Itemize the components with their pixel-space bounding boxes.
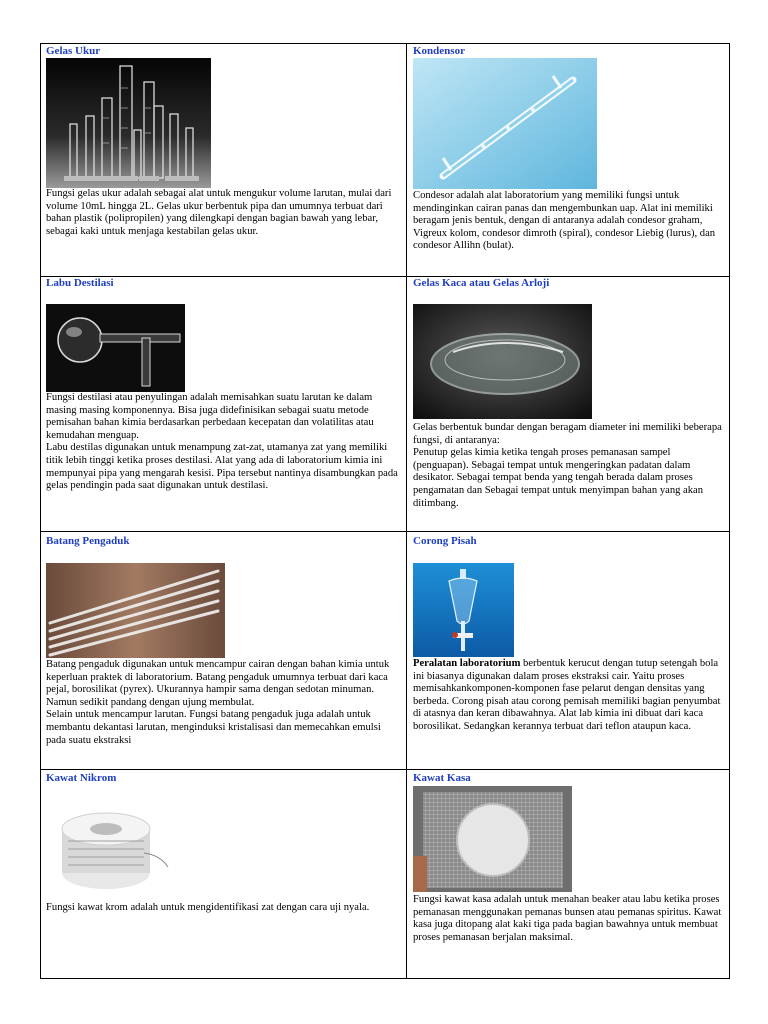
bold-lead: Peralatan laboratorium [413, 658, 521, 669]
cell-title: Batang Pengaduk [46, 535, 130, 547]
cell-title: Gelas Ukur [46, 45, 101, 57]
cell-description [46, 392, 398, 493]
row-divider [40, 276, 730, 277]
row-divider [40, 769, 730, 770]
cell-title: Labu Destilasi [46, 277, 114, 289]
row-divider [40, 531, 730, 532]
graduated-cylinder-photo [46, 58, 211, 188]
cell-description [46, 188, 398, 238]
description-paragraph: Fungsi gelas ukur adalah sebagai alat untuk mengukur volume larutan, mulai dari volume 10mL hingga 2L. Gelas ukur berbentuk pipa dan umumnya terbuat dari bahan plastik (polipropilen) yang dilengkapi dengan bagian bawah yang lebar, sebagai kaki untuk menjaga kestabilan gelas ukur. [46, 188, 392, 237]
cell-title: Kawat Nikrom [46, 772, 117, 784]
watch-glass-photo [413, 304, 592, 419]
description-paragraph: Fungsi kawat krom adalah untuk mengidentifikasi zat dengan cara uji nyala. [46, 902, 370, 913]
description-paragraph: Selain untuk mencampur larutan. Fungsi batang pengaduk juga adalah untuk membantu dekantasi larutan, menginduksi kristalisasi dan memecahkan emulsi pada suatu ekstraksi [46, 709, 381, 746]
cell-description [46, 659, 402, 747]
description-paragraph: Condesor adalah alat laboratorium yang memiliki fungsi untuk mendinginkan cairan panas dan mengembunkan uap. Alat ini memiliki beragam jenis bentuk, dengan di antaranya adalah condesor graham, Vigreux kolom, condesor dimroth (spiral), condesor Liebig (lurus), dan condesor Allihn (bulat). [413, 190, 716, 252]
lead-rest: berbentuk kerucut dengan tutup setengah bola ini biasanya digunakan dalam proses ekstraksi cair. Yaitu proses memisahkankomponen-komponen fase pelarut dengan densitas yang berbeda. Corong pisah atau corong pemisah memiliki bagian penyumbat di atasnya dan keran dibawahnya. Alat lab kimia ini dibuat dari kaca borosilikat. Sedangkan kerannya terbuat dari teflon ataupun kaca. [413, 658, 721, 732]
description-paragraph: Penutup gelas kimia ketika tengah proses pemanasan sampel (penguapan). Sebagai tempat untuk mengeringkan padatan dalam desikator. Sebagai tempat benda yang tengah berada dalam proses pengamatan dan Sebagai tempat untuk menyimpan bahan yang akan ditimbang. [413, 447, 704, 509]
description-paragraph: Fungsi kawat kasa adalah untuk menahan beaker atau labu ketika proses pemanasan menggunakan pemanas bunsen atau pemanas spiritus. Kawat kasa juga ditopang alat kaki tiga pada bagian bawahnya untuk membuat proses pemanasan berjalan maksimal. [413, 894, 722, 943]
cell-description [413, 894, 727, 944]
description-paragraph [413, 658, 727, 734]
column-divider [406, 43, 407, 979]
description-paragraph: Batang pengaduk digunakan untuk mencampur cairan dengan bahan kimia untuk keperluan praktek di laboratorium. Batang pengaduk umumnya terbuat dari kaca pejal, borosilikat (pyrex). Ukurannya hampir sama dengan sedotan minuman. Namun sedikit pandang dengan ujung membulat. [46, 659, 390, 708]
description-paragraph: Gelas berbentuk bundar dengan beragam diameter ini memiliki beberapa fungsi, di antaranya: [413, 422, 722, 446]
distillation-flask-photo [46, 304, 185, 392]
separatory-funnel-photo [413, 563, 514, 657]
description-paragraph: Labu destilas digunakan untuk menampung zat-zat, utamanya zat yang memiliki titik lebih tinggi ketika proses destilasi. Alat yang ada di laboratorium kimia ini mempunyai pipa yang mengarah kesisi. Pipa tersebut nantinya disambungkan pada gelas pendingin pada saat digunakan untuk destilasi. [46, 442, 398, 492]
cell-title: Kawat Kasa [413, 772, 471, 784]
cell-title: Kondensor [413, 45, 465, 57]
cell-description [413, 422, 725, 510]
cell-description [413, 190, 725, 253]
condenser-photo [413, 58, 597, 189]
cell-title: Corong Pisah [413, 535, 477, 547]
description-paragraph: Fungsi destilasi atau penyulingan adalah memisahkan suatu larutan ke dalam masing masing komponennya. Bisa juga didefinisikan sebagai suatu metode pemisahan bahan kimia berdasarkan perbedaan kecepatan dan volatilitas atau kemudahan menguap. [46, 392, 374, 441]
wire-gauze-photo [413, 786, 572, 892]
stirring-rod-photo [46, 563, 225, 658]
cell-description [46, 902, 398, 915]
cell-description [413, 658, 727, 734]
nichrome-wire-photo [46, 793, 176, 898]
cell-title: Gelas Kaca atau Gelas Arloji [413, 277, 550, 289]
